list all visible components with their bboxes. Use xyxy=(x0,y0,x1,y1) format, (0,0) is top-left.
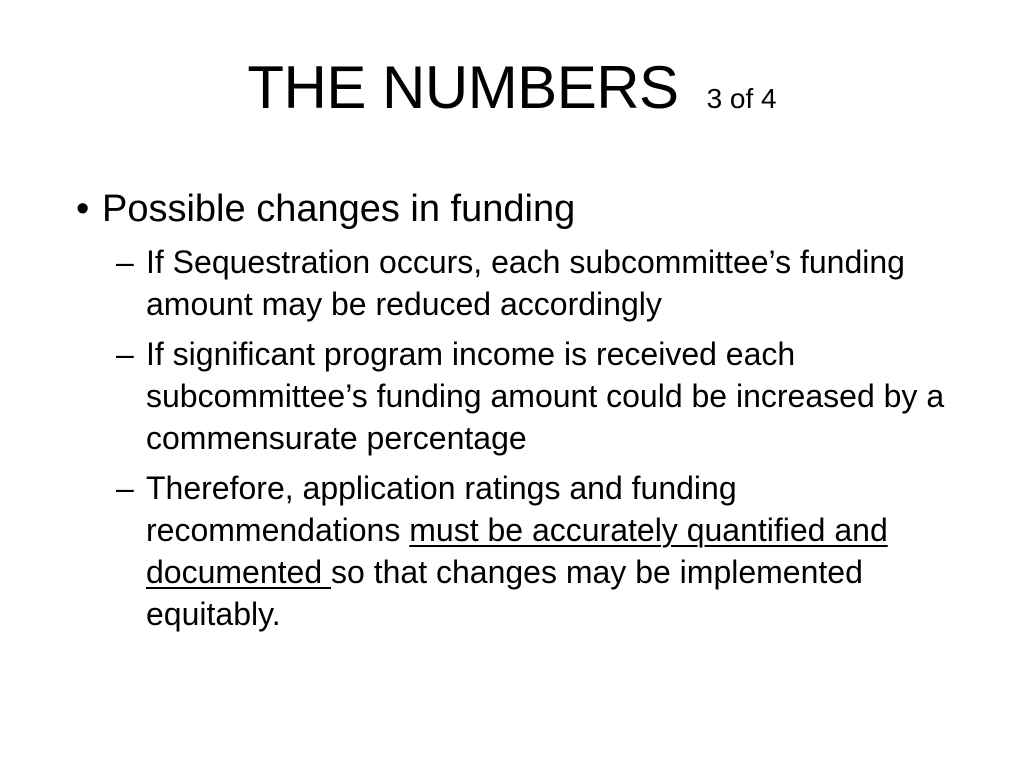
sub-bullet-marker: – xyxy=(116,470,134,506)
title-page-indicator: 3 of 4 xyxy=(706,83,777,114)
bullet-possible-changes xyxy=(76,186,976,232)
slide-body xyxy=(76,186,976,643)
bullet-text: Possible changes in funding xyxy=(102,188,576,230)
sub-bullet-text-before: Therefore, application ratings and funding recommendations xyxy=(146,470,737,548)
sub-bullet-program-income xyxy=(116,333,956,459)
sub-bullet-text: If significant program income is received each subcommittee’s funding amount could be increased by a commensurate percentage xyxy=(146,336,945,456)
bullet-marker: • xyxy=(76,188,90,230)
title-main: THE NUMBERS xyxy=(247,54,679,121)
sub-bullet-marker: – xyxy=(116,244,134,280)
sub-bullet-marker: – xyxy=(116,336,134,372)
sub-bullet-text-underlined: must be accurately quantified and documented xyxy=(146,512,888,590)
sub-bullet-sequestration xyxy=(116,241,956,325)
sub-bullet-therefore xyxy=(116,467,956,635)
sub-bullet-list xyxy=(76,241,976,635)
slide-title xyxy=(0,54,1024,121)
sub-bullet-text: If Sequestration occurs, each subcommittee’s funding amount may be reduced accordingly xyxy=(146,244,905,322)
sub-bullet-text-after: so that changes may be implemented equitably. xyxy=(146,554,863,632)
